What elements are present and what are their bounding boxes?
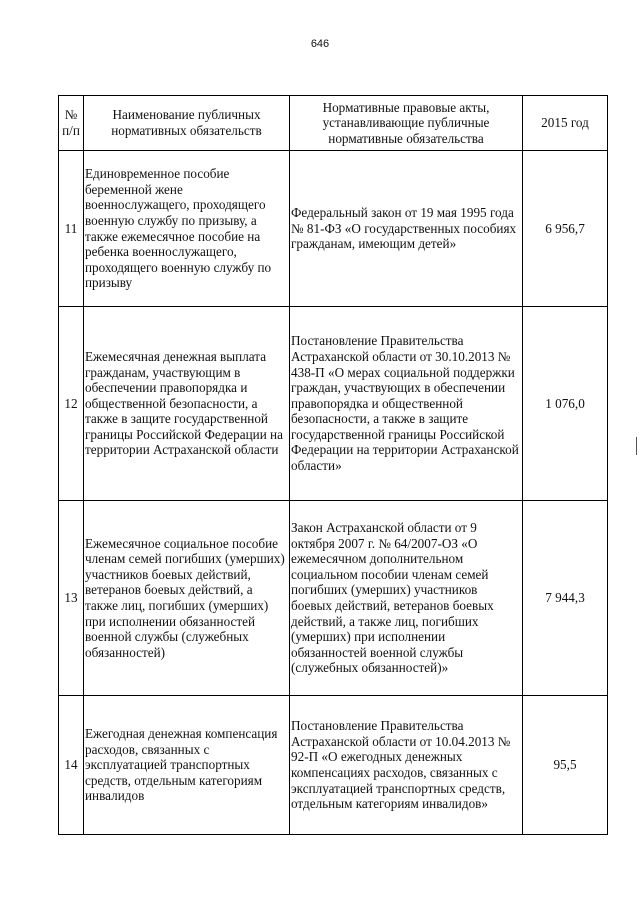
obligations-table [58, 95, 608, 835]
legal-act: Закон Астраханской области от 9 октября 2007 г. № 64/2007-ОЗ «О ежемесячном дополнительном социальном пособии членам семей погибших (умерших) участников боевых действий, ветеранов боевых действий, а также лиц, погибших (умерших) при исполнении обязанностей военной службы (служебных обязанностей)» [290, 501, 523, 696]
table-header-row [59, 96, 608, 151]
header-name: Наименование публичных нормативных обязательств [84, 96, 290, 151]
amount-2015: 7 944,3 [523, 501, 608, 696]
legal-act: Постановление Правительства Астраханской области от 30.10.2013 № 438-П «О мерах социальной поддержки граждан, участвующих в обеспечении правопорядка и общественной безопасности, а также в защите государственной границы Российской Федерации на территории Астраханской области» [290, 307, 523, 501]
legal-act: Постановление Правительства Астраханской области от 10.04.2013 № 92-П «О ежегодных денежных компенсациях расходов, связанных с эксплуатацией транспортных средств, отдельным категориям инвалидов» [290, 696, 523, 835]
table-row [59, 307, 608, 501]
row-number: 11 [59, 151, 84, 307]
header-year: 2015 год [523, 96, 608, 151]
row-number: 13 [59, 501, 84, 696]
obligation-name: Ежемесячная денежная выплата гражданам, участвующим в обеспечении правопорядка и общественной безопасности, а также в защите государственной границы Российской Федерации на территории Астраханской области [84, 307, 290, 501]
header-num: № п/п [59, 96, 84, 151]
page-number: 646 [310, 38, 330, 50]
row-number: 14 [59, 696, 84, 835]
amount-2015: 6 956,7 [523, 151, 608, 307]
table-row [59, 696, 608, 835]
obligation-name: Ежемесячное социальное пособие членам семей погибших (умерших) участников боевых действий, ветеранов боевых действий, а также лиц, погибших (умерших) при исполнении обязанностей военной службы (служебных обязанностей) [84, 501, 290, 696]
obligation-name: Ежегодная денежная компенсация расходов, связанных с эксплуатацией транспортных средств, отдельным категориям инвалидов [84, 696, 290, 835]
header-law: Нормативные правовые акты, устанавливающие публичные нормативные обязательства [290, 96, 523, 151]
table-row [59, 151, 608, 307]
legal-act: Федеральный закон от 19 мая 1995 года № 81-ФЗ «О государственных пособиях гражданам, имеющим детей» [290, 151, 523, 307]
amount-2015: 1 076,0 [523, 307, 608, 501]
scan-edge-mark [636, 437, 637, 455]
obligation-name: Единовременное пособие беременной жене военнослужащего, проходящего военную службу по призыву, а также ежемесячное пособие на ребенка военнослужащего, проходящего военную службу по призыву [84, 151, 290, 307]
table-row [59, 501, 608, 696]
row-number: 12 [59, 307, 84, 501]
amount-2015: 95,5 [523, 696, 608, 835]
